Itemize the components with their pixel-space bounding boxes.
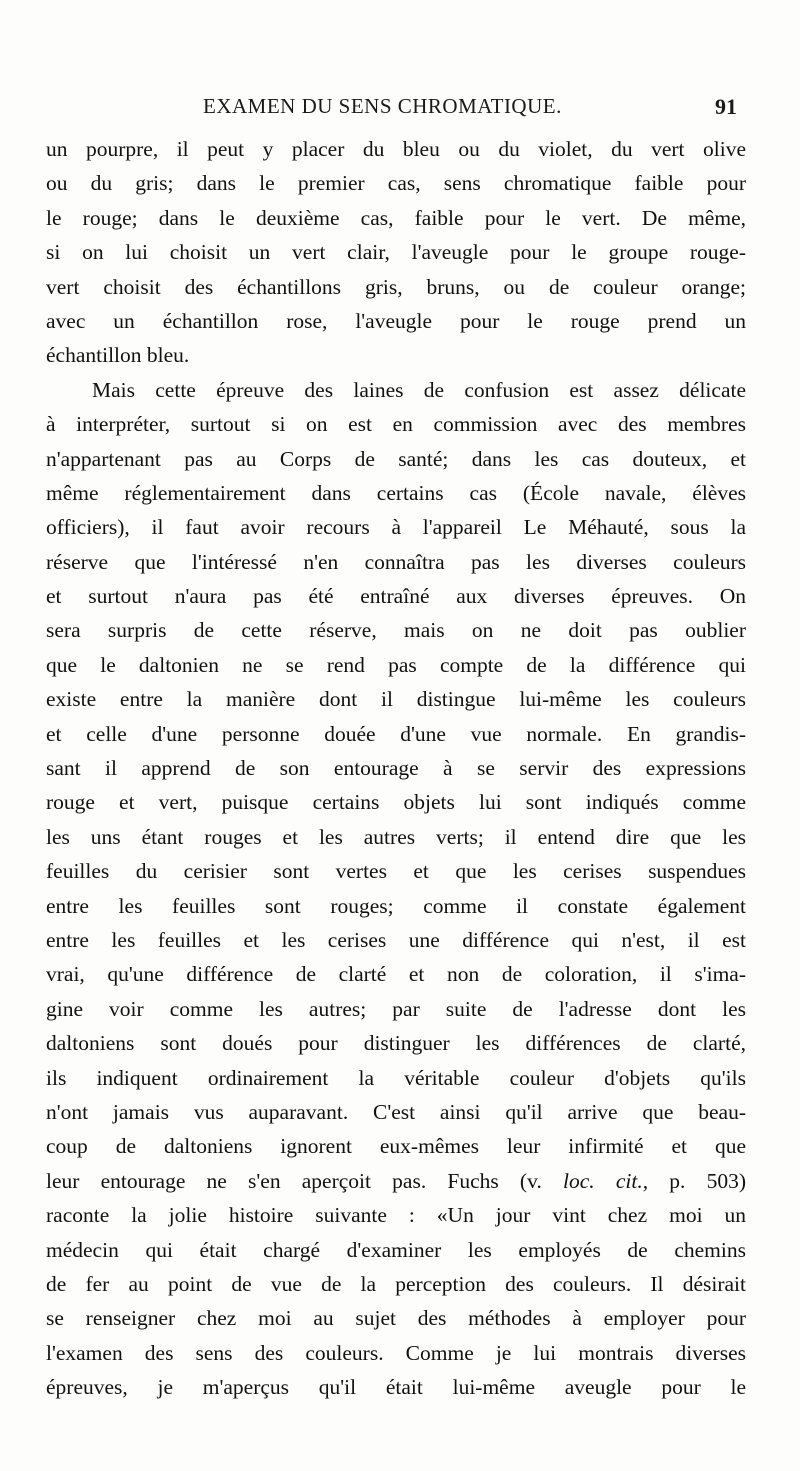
text-line: sera surpris de cette réserve, mais on ne doit pas oublier: [46, 618, 746, 643]
text-line: vert choisit des échantillons gris, bruns, ou de couleur orange;: [46, 274, 746, 299]
running-title: EXAMEN DU SENS CHROMATIQUE.: [203, 94, 562, 118]
text-line: même réglementairement dans certains cas (École navale, élèves: [46, 480, 746, 505]
page-number: 91: [715, 94, 737, 119]
text-line: daltoniens sont doués pour distinguer les différences de clarté,: [46, 1031, 746, 1056]
text-line: réserve que l'intéressé n'en connaîtra pas les diverses couleurs: [46, 549, 746, 574]
text-line: entre les feuilles et les cerises une différence qui n'est, il est: [46, 927, 746, 952]
text-line: existe entre la manière dont il distingue lui-même les couleurs: [46, 687, 746, 712]
body-text: [46, 132, 746, 1404]
text-line: échantillon bleu.: [46, 343, 190, 368]
citation-tail: , p. 503): [642, 1168, 746, 1193]
text-line: de fer au point de vue de la perception des couleurs. Il désirait: [46, 1271, 746, 1296]
citation-italic: loc. cit.: [563, 1168, 643, 1193]
text-line: n'appartenant pas au Corps de santé; dans les cas douteux, et: [46, 446, 746, 471]
text-line: gine voir comme les autres; par suite de l'adresse dont les: [46, 996, 746, 1021]
text-line: feuilles du cerisier sont vertes et que les cerises suspendues: [46, 859, 746, 884]
text-line: entre les feuilles sont rouges; comme il constate également: [46, 893, 746, 918]
text-line: ils indiquent ordinairement la véritable couleur d'objets qu'ils: [46, 1065, 746, 1090]
text-line: rouge et vert, puisque certains objets lui sont indiqués comme: [46, 790, 746, 815]
text-line: que le daltonien ne se rend pas compte de la différence qui: [46, 652, 746, 677]
text-line: officiers), il faut avoir recours à l'appareil Le Méhauté, sous la: [46, 515, 746, 540]
text-line: le rouge; dans le deuxième cas, faible pour le vert. De même,: [46, 205, 746, 230]
text-line: médecin qui était chargé d'examiner les employés de chemins: [46, 1237, 746, 1262]
text-line: n'ont jamais vus auparavant. C'est ainsi qu'il arrive que beau-: [46, 1099, 746, 1124]
text-segment: leur entourage ne s'en aperçoit pas. Fuchs (v.: [46, 1168, 542, 1193]
text-line: un pourpre, il peut y placer du bleu ou du violet, du vert olive: [46, 137, 746, 161]
text-line: vrai, qu'une différence de clarté et non de coloration, il s'ima-: [46, 962, 746, 987]
text-line: se renseigner chez moi au sujet des méthodes à employer pour: [46, 1306, 746, 1331]
text-line-with-citation: [46, 1164, 746, 1198]
paragraph-start-line: Mais cette épreuve des laines de confusion est assez délicate: [92, 377, 746, 402]
text-line: avec un échantillon rose, l'aveugle pour le rouge prend un: [46, 308, 746, 333]
text-line: épreuves, je m'aperçus qu'il était lui-même aveugle pour le: [46, 1375, 746, 1400]
text-line: les uns étant rouges et les autres verts; il entend dire que les: [46, 824, 746, 849]
text-line: ou du gris; dans le premier cas, sens chromatique faible pour: [46, 171, 746, 196]
text-line: l'examen des sens des couleurs. Comme je lui montrais diverses: [46, 1340, 746, 1365]
text-line: coup de daltoniens ignorent eux-mêmes leur infirmité et que: [46, 1134, 746, 1159]
text-line: sant il apprend de son entourage à se servir des expressions: [46, 756, 746, 781]
text-line: à interpréter, surtout si on est en commission avec des membres: [46, 412, 746, 437]
text-line: si on lui choisit un vert clair, l'aveugle pour le groupe rouge-: [46, 240, 746, 265]
text-line: et celle d'une personne douée d'une vue normale. En grandis-: [46, 721, 746, 746]
text-line: et surtout n'aura pas été entraîné aux diverses épreuves. On: [46, 584, 746, 609]
page-header: [203, 94, 743, 124]
text-line: raconte la jolie histoire suivante : «Un jour vint chez moi un: [46, 1203, 746, 1228]
